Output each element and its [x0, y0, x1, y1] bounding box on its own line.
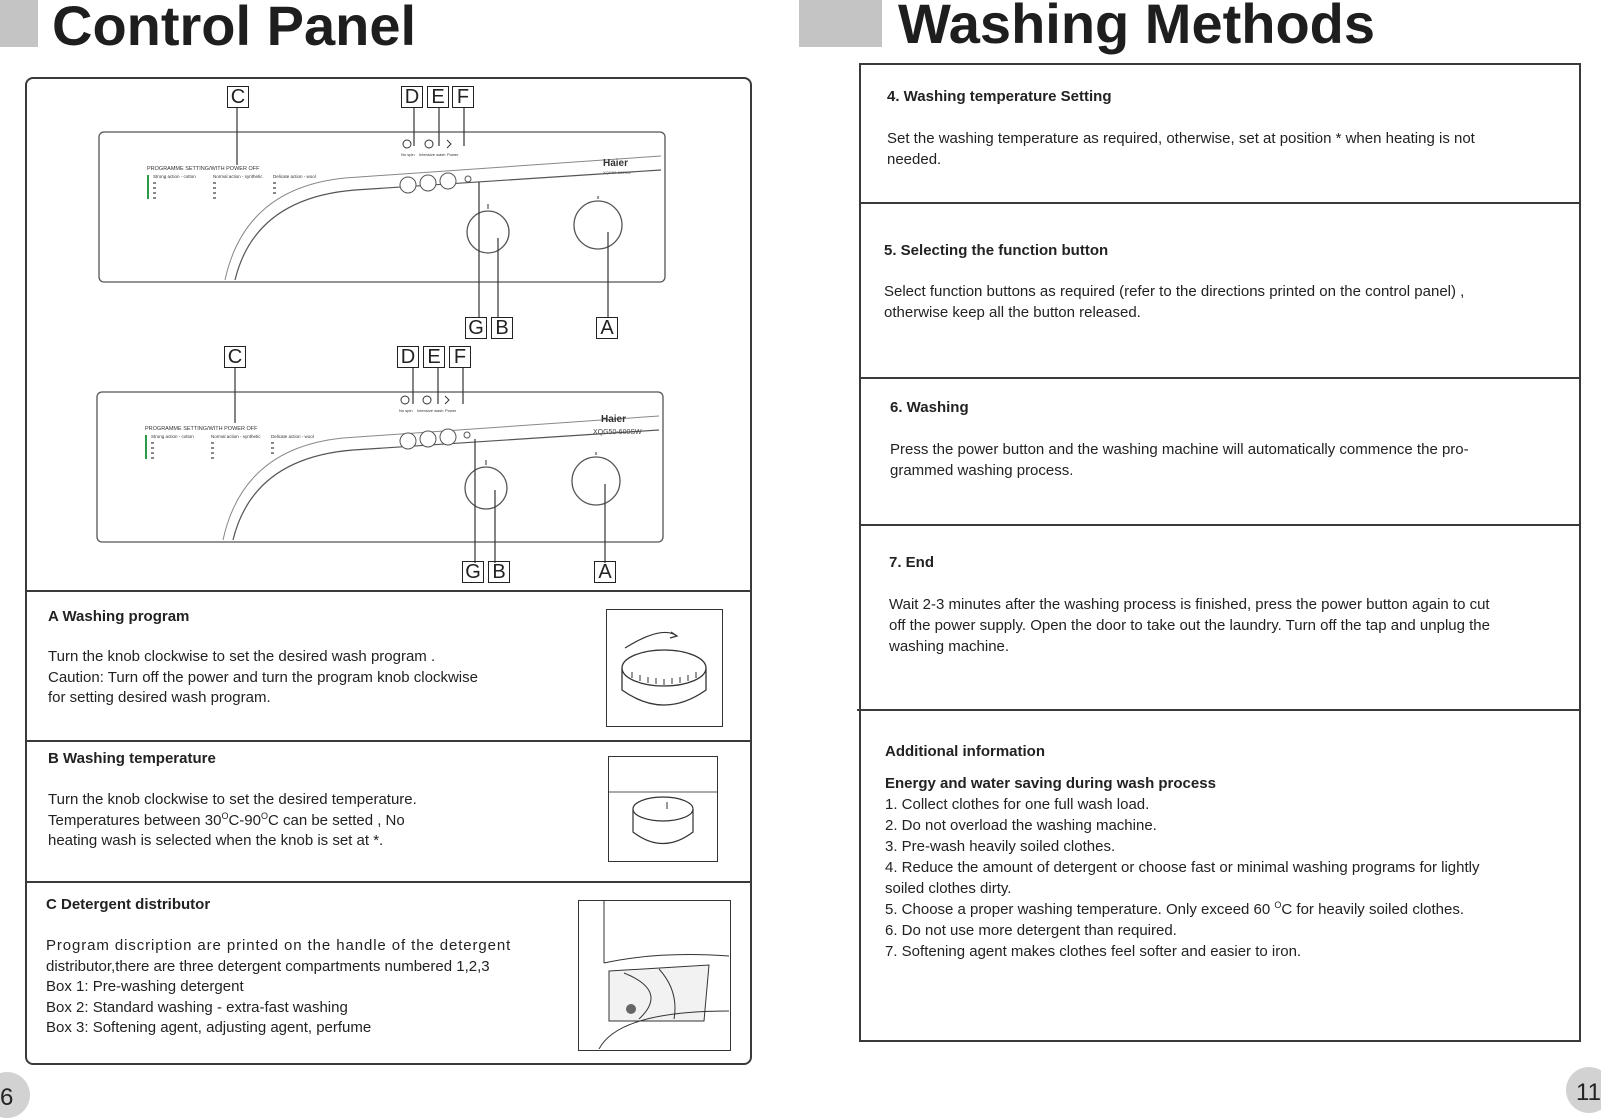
divider-b	[26, 740, 751, 742]
section-6-title: 6. Washing	[890, 399, 969, 416]
callout-leader-lines	[0, 0, 760, 600]
section-6-body: Press the power button and the washing machine will automatically commence the pro- grammed washing process.	[890, 441, 1469, 479]
section-b-body: Turn the knob clockwise to set the desired temperature. Temperatures between $30^OC-90^OC$ can be setted , No heating wash is selected when the knob is set at *.	[48, 791, 417, 849]
svg-text:XQG50-600SW: XQG50-600SW	[593, 429, 642, 436]
list-item: 2. Do not overload the washing machine.	[885, 817, 1157, 834]
label-g-bottom: G	[462, 561, 484, 583]
svg-text:Strong action - cotton: Strong action - cotton	[151, 434, 194, 439]
right-page-number: 11	[1566, 1067, 1601, 1113]
programme-header: PROGRAMME SETTING/WITH POWER OFF	[147, 166, 260, 172]
svg-text:PROGRAMME SETTING/WITH POWER O: PROGRAMME SETTING/WITH POWER OFF	[145, 426, 258, 432]
list-item: 7. Softening agent makes clothes feel softer and easier to iron.	[885, 943, 1302, 960]
temperature-knob-illustration	[608, 756, 718, 862]
list-item: 1. Collect clothes for one full wash load.	[885, 796, 1150, 813]
label-a-top: A	[596, 317, 618, 339]
label-a-bottom: A	[594, 561, 616, 583]
svg-text:XQG50-600SW: XQG50-600SW	[603, 170, 631, 175]
program-knob-icon	[607, 610, 721, 725]
label-d-top: D	[401, 86, 423, 108]
section-a-body: Turn the knob clockwise to set the desired wash program . Caution: Turn off the power and turn the program knob clockwise for setting desired wash program.	[48, 648, 478, 706]
divider-additional	[857, 709, 1581, 711]
temperature-knob-icon	[609, 757, 717, 861]
svg-text:Delicate action - wool: Delicate action - wool	[271, 434, 314, 439]
list-item: 6. Do not use more detergent than required.	[885, 922, 1177, 939]
label-d-bottom: D	[397, 346, 419, 368]
section-b-title: B Washing temperature	[48, 750, 216, 767]
label-e-bottom: E	[423, 346, 445, 368]
list-item: 4. Reduce the amount of detergent or choose fast or minimal washing programs for lightly	[885, 859, 1480, 876]
left-page-number: 6	[0, 1072, 30, 1118]
svg-text:Power: Power	[447, 152, 459, 157]
svg-text:Normal action - synthetic: Normal action - synthetic	[211, 434, 261, 439]
label-g-top: G	[465, 317, 487, 339]
additional-info-title: Additional information	[885, 743, 1045, 760]
section-7-title: 7. End	[889, 554, 935, 571]
right-title-bar	[799, 0, 882, 47]
section-5-body: Select function buttons as required (refer to the directions printed on the control panel) , otherwise keep all the button released.	[884, 283, 1465, 321]
program-knob-illustration	[606, 609, 723, 727]
detergent-distributor-illustration	[578, 900, 731, 1051]
label-c-bottom: C	[224, 346, 246, 368]
left-page-title: Control Panel	[52, 0, 417, 57]
label-b-bottom: B	[488, 561, 510, 583]
divider-s6	[859, 377, 1581, 379]
section-c-title: C Detergent distributor	[46, 896, 211, 913]
detergent-drawer-icon	[579, 901, 729, 1049]
label-c-top: C	[227, 86, 249, 108]
svg-text:Normal action - synthetic: Normal action - synthetic	[213, 174, 263, 179]
energy-saving-subtitle: Energy and water saving during wash process	[885, 775, 1216, 792]
svg-text:Haier: Haier	[603, 158, 629, 169]
svg-text:Delicate action - wool: Delicate action - wool	[273, 174, 316, 179]
label-f-top: F	[452, 86, 474, 108]
energy-saving-list: 1. Collect clothes for one full wash load. 2. Do not overload the washing machine. 3. Pre-wash heavily soiled clothes. 4. Reduce the amount of detergent or choose fast or minimal washing programs for lightly soiled clothes dirty. 5. Choose a proper washing temperature. Only exceed 60 $^O$C for heavily soiled clothes. 6. Do not use more detergent than required. 7. Softening agent makes clothes feel softer and easier to iron.	[885, 796, 1480, 960]
section-5-title: 5. Selecting the function button	[884, 242, 1109, 259]
svg-text:Power: Power	[445, 408, 457, 413]
svg-text:Strong action - cotton: Strong action - cotton	[153, 174, 196, 179]
label-e-top: E	[427, 86, 449, 108]
section-4-title: 4. Washing temperature Setting	[887, 88, 1112, 105]
label-b-top: B	[491, 317, 513, 339]
label-f-bottom: F	[449, 346, 471, 368]
section-7-body: Wait 2-3 minutes after the washing process is finished, press the power button again to cut off the power supply. Open the door to take out the laundry. Turn off the tap and unplug the washing machine.	[889, 596, 1490, 655]
list-item: 5. Choose a proper washing temperature. Only exceed 60 $^O$C for heavily soiled clothes.	[885, 900, 1465, 918]
section-4-body: Set the washing temperature as required, otherwise, set at position * when heating is not needed.	[887, 130, 1475, 168]
right-page-title: Washing Methods	[898, 0, 1376, 55]
list-item: 3. Pre-wash heavily soiled clothes.	[885, 838, 1116, 855]
divider-s7	[859, 524, 1581, 526]
section-c-body: Program discription are printed on the handle of the detergent distributor,there are three detergent compartments numbered 1,2,3 Box 1: Pre-washing detergent Box 2: Standard washing - extra-fast washing Box 3: Softening agent, adjusting agent, perfume	[46, 937, 512, 1036]
section-a-title: A Washing program	[48, 608, 190, 625]
divider-s5	[859, 202, 1581, 204]
svg-text:Intensive wash: Intensive wash	[417, 408, 444, 413]
svg-text:Intensive wash: Intensive wash	[419, 152, 446, 157]
divider-c	[26, 881, 751, 883]
svg-text:Haier: Haier	[601, 414, 627, 425]
svg-text:No spin: No spin	[401, 152, 415, 157]
svg-text:No spin: No spin	[399, 408, 413, 413]
divider-a	[26, 590, 751, 592]
